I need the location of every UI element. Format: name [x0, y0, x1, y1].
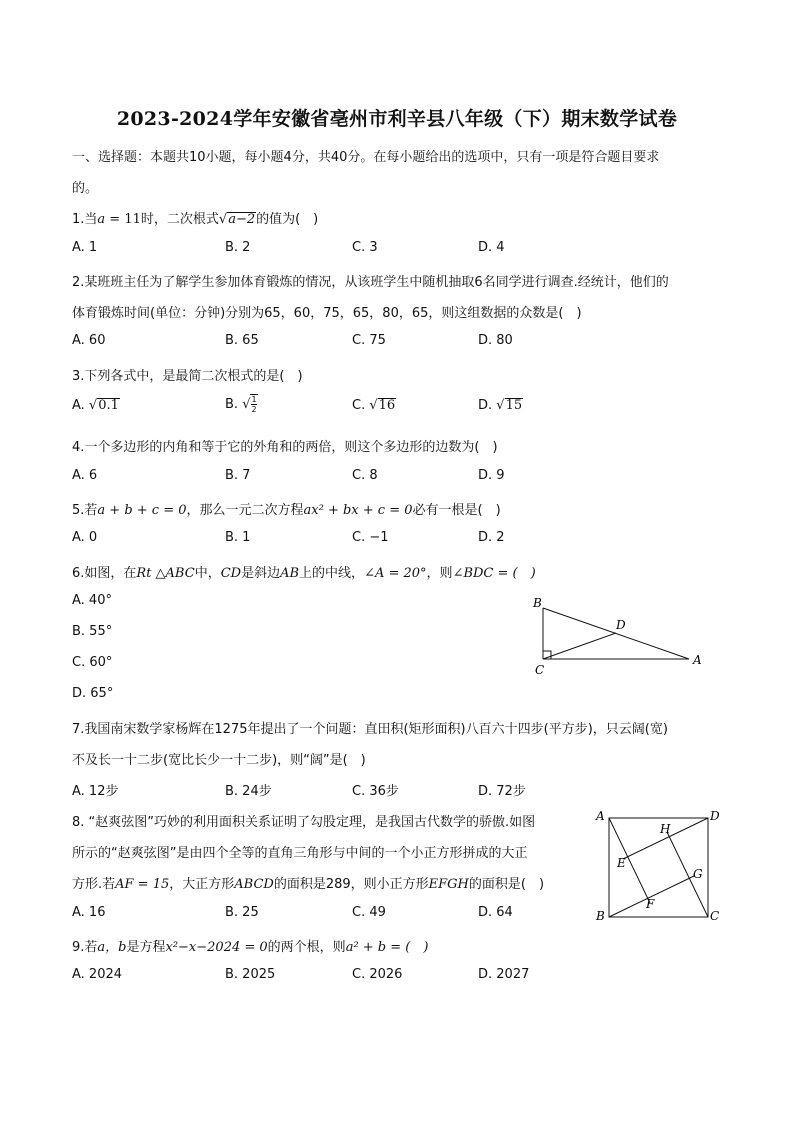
question-7-option-c: C. 36步 [352, 784, 399, 799]
question-1-option-b: B. 2 [225, 240, 251, 255]
question-6-option-c: C. 60° [72, 655, 113, 670]
question-8-stem-line3: 方形.若AF = 15，大正方形ABCD的面积是289，则小正方形EFGH的面积是( ) [72, 877, 545, 892]
exam-title: 2023-2024学年安徽省亳州市利辛县八年级（下）期末数学试卷 [116, 108, 678, 130]
question-3-stem: 3.下列各式中，是最简二次根式的是( ) [72, 369, 303, 384]
question-7-stem-line1: 7.我国南宋数学家杨辉在1275年提出了一个问题：直田积(矩形面积)八百六十四步(平方步)，只云阔(宽) [72, 722, 668, 737]
question-3-option-b: B. √ $\frac{1}{2}$ [225, 395, 257, 414]
question-4-option-b: B. 7 [225, 468, 251, 483]
figure-label-c: C [535, 663, 545, 677]
question-1-option-d: D. 4 [478, 240, 505, 255]
figure-label-f: F [646, 897, 655, 911]
question-9-stem: 9.若a，b是方程x²−x−2024 = 0的两个根，则a² + b = ( ) [72, 940, 429, 955]
figure-label-a: A [693, 653, 702, 667]
question-8-option-a: A. 16 [72, 905, 106, 920]
figure-label-c: C [710, 909, 720, 923]
question-6-triangle-figure [525, 590, 715, 680]
question-8-stem-line1: 8. “赵爽弦图”巧妙的利用面积关系证明了勾股定理，是我国古代数学的骄傲.如图 [72, 815, 536, 830]
question-2-stem-line2: 体育锻炼时间(单位：分钟)分别为65，60，75，65，80，65，则这组数据的众数是( ) [72, 306, 582, 321]
figure-label-e: E [617, 856, 626, 870]
question-5-option-a: A. 0 [72, 530, 98, 545]
section-instructions-line2: 的。 [72, 181, 99, 196]
question-8-option-c: C. 49 [352, 905, 386, 920]
question-7-stem-line2: 不及长一十二步(宽比长少一十二步)，则“阔”是( ) [72, 753, 366, 768]
question-7-option-b: B. 24步 [225, 784, 272, 799]
question-8-option-d: D. 64 [478, 905, 513, 920]
section-instructions-line1: 一、选择题：本题共10小题，每小题4分，共40分。在每小题给出的选项中，只有一项是符合题目要求 [72, 150, 660, 165]
question-2-option-d: D. 80 [478, 333, 513, 348]
question-2-option-a: A. 60 [72, 333, 106, 348]
question-4-option-c: C. 8 [352, 468, 378, 483]
question-5-option-d: D. 2 [478, 530, 505, 545]
question-9-option-d: D. 2027 [478, 967, 530, 982]
question-1-option-a: A. 1 [72, 240, 98, 255]
question-6-stem: 6.如图，在Rt △ABC中，CD是斜边AB上的中线，∠A = 20°，则∠BDC = ( ) [72, 566, 536, 581]
question-9-option-a: A. 2024 [72, 967, 123, 982]
question-1-option-c: C. 3 [352, 240, 378, 255]
question-2-option-c: C. 75 [352, 333, 386, 348]
question-7-option-d: D. 72步 [478, 784, 526, 799]
question-1-stem: 1.当a = 11时，二次根式√a−2的值为( ) [72, 212, 319, 227]
question-8-stem-line2: 所示的“赵爽弦图”是由四个全等的直角三角形与中间的一个小正方形拼成的大正 [72, 846, 528, 861]
question-6-option-d: D. 65° [72, 686, 114, 701]
question-8-zhaoshuang-figure [590, 805, 730, 930]
question-4-option-a: A. 6 [72, 468, 98, 483]
question-8-option-b: B. 25 [225, 905, 259, 920]
question-6-option-b: B. 55° [72, 624, 113, 639]
figure-label-b: B [533, 596, 542, 610]
question-9-option-b: B. 2025 [225, 967, 276, 982]
figure-label-g: G [693, 867, 703, 881]
question-7-option-a: A. 12步 [72, 784, 119, 799]
question-2-stem-line1: 2.某班班主任为了解学生参加体育锻炼的情况，从该班学生中随机抽取6名同学进行调查.经统计，他们的 [72, 275, 669, 290]
question-9-option-c: C. 2026 [352, 967, 403, 982]
question-5-option-c: C. −1 [352, 530, 389, 545]
question-6-option-a: A. 40° [72, 593, 112, 608]
question-5-option-b: B. 1 [225, 530, 251, 545]
figure-label-b: B [596, 909, 605, 923]
question-3-option-d: D. √15 [478, 398, 523, 413]
question-3-option-a: A. √0.1 [72, 398, 119, 413]
question-5-stem: 5.若a + b + c = 0，那么一元二次方程ax² + bx + c = 0必有一根是( ) [72, 503, 501, 518]
question-4-option-d: D. 9 [478, 468, 505, 483]
figure-label-d: D [710, 809, 720, 823]
figure-label-a: A [596, 809, 605, 823]
question-3-option-c: C. √16 [352, 398, 396, 413]
question-2-option-b: B. 65 [225, 333, 259, 348]
figure-label-d: D [616, 618, 626, 632]
figure-label-h: H [660, 822, 671, 836]
question-4-stem: 4.一个多边形的内角和等于它的外角和的两倍，则这个多边形的边数为( ) [72, 440, 498, 455]
